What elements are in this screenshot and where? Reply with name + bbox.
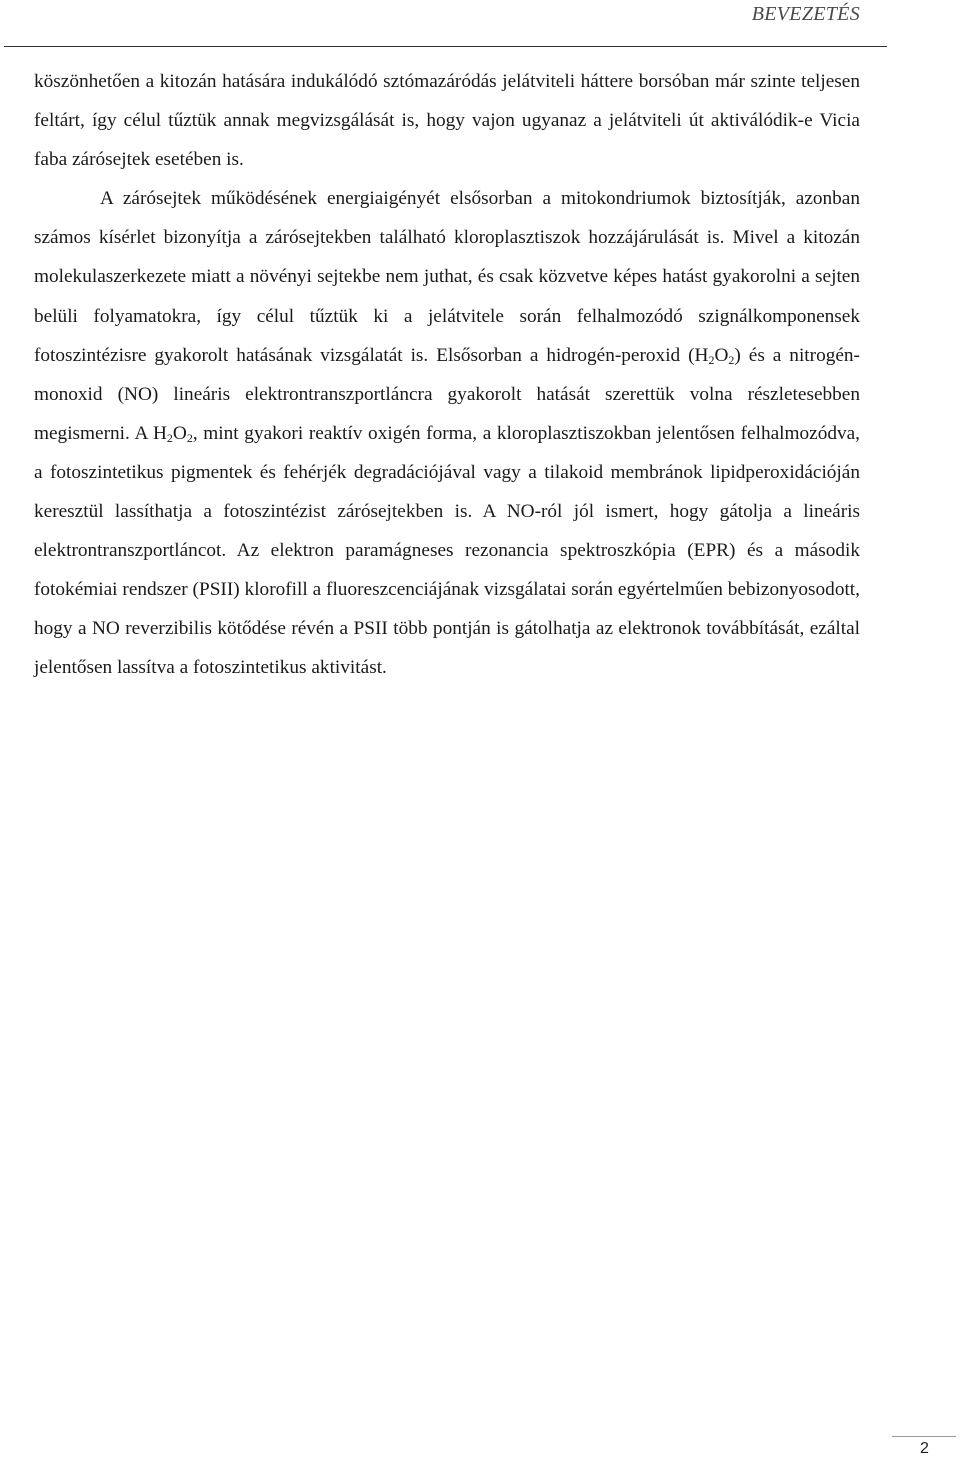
footer-divider <box>892 1436 956 1437</box>
paragraph-2-segment: O <box>172 422 187 444</box>
header-divider <box>4 46 887 47</box>
paragraph-2-segment: , mint gyakori reaktív oxigén forma, a kloroplasztiszokban jelentősen felhalmozódva, a fotoszintetikus pigmentek és fehérjék degradációjával vagy a tilakoid membránok lipidperoxidációján keresztül lassíthatja a fotoszintézist zárósejtekben is. A NO-ról jól ismert, hogy gátolja a lineáris elektrontranszportláncot. Az elektron paramágneses rezonancia spektroszkópia (EPR) és a második fotokémiai rendszer (PSII) klorofill a fluoreszcenciájának vizsgálatai során egyértelműen bebizonyosodott, hogy a NO reverzibilis kötődése révén a PSII több pontján is gátolhatja az elektronok továbbítását, ezáltal jelentősen lassítva a fotoszintetikus aktivitást. <box>34 422 860 679</box>
running-header-title: BEVEZETÉS <box>751 3 860 25</box>
paragraph-2-segment: A zárósejtek működésének energiaigényét elsősorban a mitokondriumok biztosítják, azonban számos kísérlet bizonyítja a zárósejtekben található kloroplasztiszok hozzájárulását is. Mivel a kitozán molekulaszerkezete miatt a növényi sejtekbe nem juthat, és csak közvetve képes hatást gyakorolni a sejten belüli folyamatokra, így célul tűztük ki a jelátvitele során felhalmozódó szignálkomponensek fotoszintézisre gyakorolt hatásának vizsgálatát is. Elsősorban a hidrogén-peroxid (H <box>34 188 860 366</box>
page-number: 2 <box>920 1440 929 1457</box>
subscript: 2 <box>186 430 193 445</box>
paragraph-2-segment: O <box>714 344 729 366</box>
subscript: 2 <box>728 352 735 367</box>
subscript: 2 <box>166 430 173 445</box>
paragraph-2 <box>34 179 860 687</box>
body-text <box>34 62 860 688</box>
subscript: 2 <box>708 352 715 367</box>
paragraph-1: köszönhetően a kitozán hatására indukálódó sztómazáródás jelátviteli háttere borsóban már szinte teljesen feltárt, így célul tűztük annak megvizsgálását is, hogy vajon ugyanaz a jelátviteli út aktiválódik-e Vicia faba zárósejtek esetében is. <box>34 71 860 171</box>
paragraph-2-segment: ) és a nitrogén-monoxid (NO) lineáris elektrontranszportláncra gyakorolt hatását szerettük volna részletesebben megismerni. A H <box>34 344 860 444</box>
